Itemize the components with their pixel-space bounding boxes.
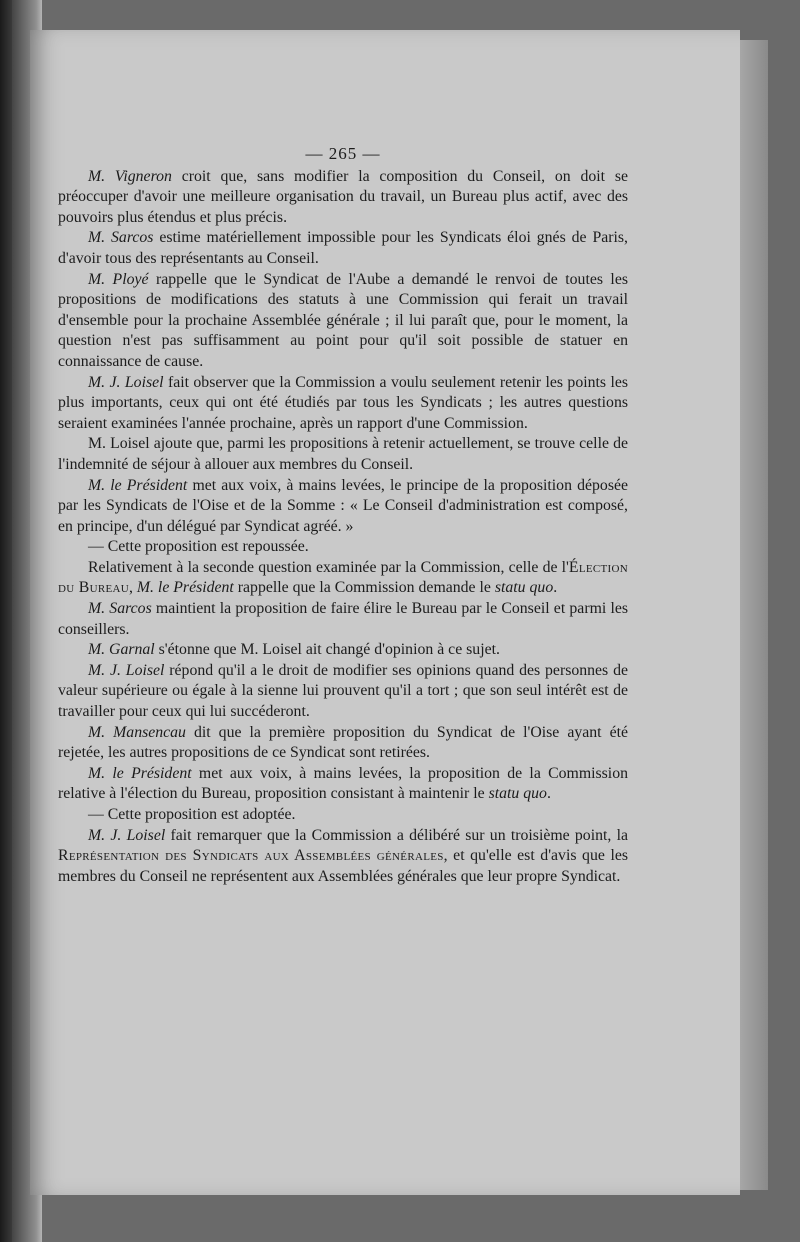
paragraph <box>58 661 628 723</box>
page-text <box>58 144 628 887</box>
paragraph-text: fait observer que la Commission a voulu seulement retenir les points les plus importants, ceux qui ont été étudiés par tous les Syndicats ; les autres questions seraient examinées l'année prochaine, après un rapport d'une Commission. <box>58 373 629 432</box>
speaker-name: statu quo <box>494 579 554 597</box>
paragraph-text: met aux voix, à mains levées, le principe de la proposition déposée par les Syndicats de l'Oise et de la Somme : « Le Conseil d'administration est composé, en principe, d'un délégué par Syndicat agréé. » <box>58 476 628 535</box>
speaker-name: statu quo <box>488 785 547 803</box>
small-caps-heading: Représentation des Syndicats aux Assemblées générales <box>58 847 444 865</box>
speaker-name: M. J. Loisel <box>88 373 164 391</box>
speaker-name: M. Ployé <box>88 270 149 288</box>
paragraph-text: fait remarquer que la Commission a délibéré sur un troisième point, la <box>165 826 628 844</box>
paragraph <box>58 826 628 888</box>
paragraph <box>58 373 628 435</box>
paragraph-text: — Cette proposition est adoptée. <box>88 806 296 823</box>
paragraph-text: rappelle que le Syndicat de l'Aube a demandé le renvoi de toutes les propositions de modifications des statuts à une Commission qui ferait un travail d'ensemble pour la prochaine Assemblée générale ; il lui paraît que, pour le moment, la question n'est pas suffisamment au point pour qu'il soit possible de statuer en connaissance de cause. <box>58 270 628 370</box>
paragraph <box>58 640 628 661</box>
paragraph-text: croit que, sans modifier la composition du Conseil, on doit se préoccuper d'avoir une meilleure organisation du travail, un Bureau plus actif, avec des pouvoirs plus étendus et plus précis. <box>58 167 628 226</box>
paragraph-text: , <box>128 579 137 597</box>
paragraph-text: s'étonne que M. Loisel ait changé d'opinion à ce sujet. <box>154 641 500 659</box>
paragraph-text: met aux voix, à mains levées, la proposition de la Commission relative à l'élection du Bureau, proposition consistant à maintenir le <box>58 764 628 803</box>
speaker-name: M. le Président <box>88 764 192 782</box>
paragraph-text: estime matériellement impossible pour les Syndicats éloi gnés de Paris, d'avoir tous des représentants au Conseil. <box>58 229 628 267</box>
paragraph-text: maintient la proposition de faire élire le Bureau par le Conseil et parmi les conseillers. <box>58 600 628 638</box>
paragraph <box>58 805 628 826</box>
paragraph-text: . <box>553 579 558 597</box>
paragraph-text: . <box>546 785 551 803</box>
paragraph-list <box>58 167 628 888</box>
speaker-name: M. J. Loisel <box>88 826 166 844</box>
paragraph <box>58 270 628 373</box>
speaker-name: M. Sarcos <box>88 229 154 247</box>
paragraph <box>58 599 628 640</box>
paragraph <box>58 558 628 599</box>
paragraph <box>58 764 628 805</box>
speaker-name: M. Vigneron <box>88 167 172 185</box>
paragraph-text: répond qu'il a le droit de modifier ses opinions quand des personnes de valeur supérieure ou égale à la sienne lui prouvent qu'il a tort ; que son seul intérêt est de travailler pour ceux qui lui succéderont. <box>58 661 628 721</box>
paragraph-text: , et qu'elle est d'avis que les membres du Conseil ne représentent aux Assemblées générales que leur propre Syndicat. <box>58 847 628 885</box>
speaker-name: M. Sarcos <box>88 600 152 618</box>
paragraph-text: M. Loisel ajoute que, parmi les propositions à retenir actuellement, se trouve celle de l'indemnité de séjour à allouer aux membres du Conseil. <box>58 435 628 473</box>
paragraph <box>58 476 628 538</box>
speaker-name: M. le Président <box>88 476 188 494</box>
paragraph <box>58 434 628 475</box>
paragraph <box>58 228 628 269</box>
paragraph <box>58 723 628 764</box>
paragraph-text: — Cette proposition est repoussée. <box>88 538 309 556</box>
paragraph <box>58 167 628 229</box>
paragraph-text: Relativement à la seconde question examinée par la Commission, celle de l' <box>88 558 569 576</box>
page-stack-edge <box>738 40 768 1190</box>
speaker-name: M. Garnal <box>88 641 155 659</box>
speaker-name: M. le Président <box>136 579 234 597</box>
paragraph <box>58 537 628 558</box>
scanner-left-edge <box>0 0 12 1242</box>
paragraph-text: dit que la première proposition du Syndicat de l'Oise ayant été rejetée, les autres propositions de ce Syndicat sont retirées. <box>58 723 628 762</box>
speaker-name: M. J. Loisel <box>88 661 165 679</box>
page-number: — 265 — <box>305 144 381 163</box>
paragraph-text: rappelle que la Commission demande le <box>233 579 495 597</box>
speaker-name: M. Mansencau <box>88 723 186 741</box>
small-caps-heading: Élection du Bureau <box>58 558 628 597</box>
